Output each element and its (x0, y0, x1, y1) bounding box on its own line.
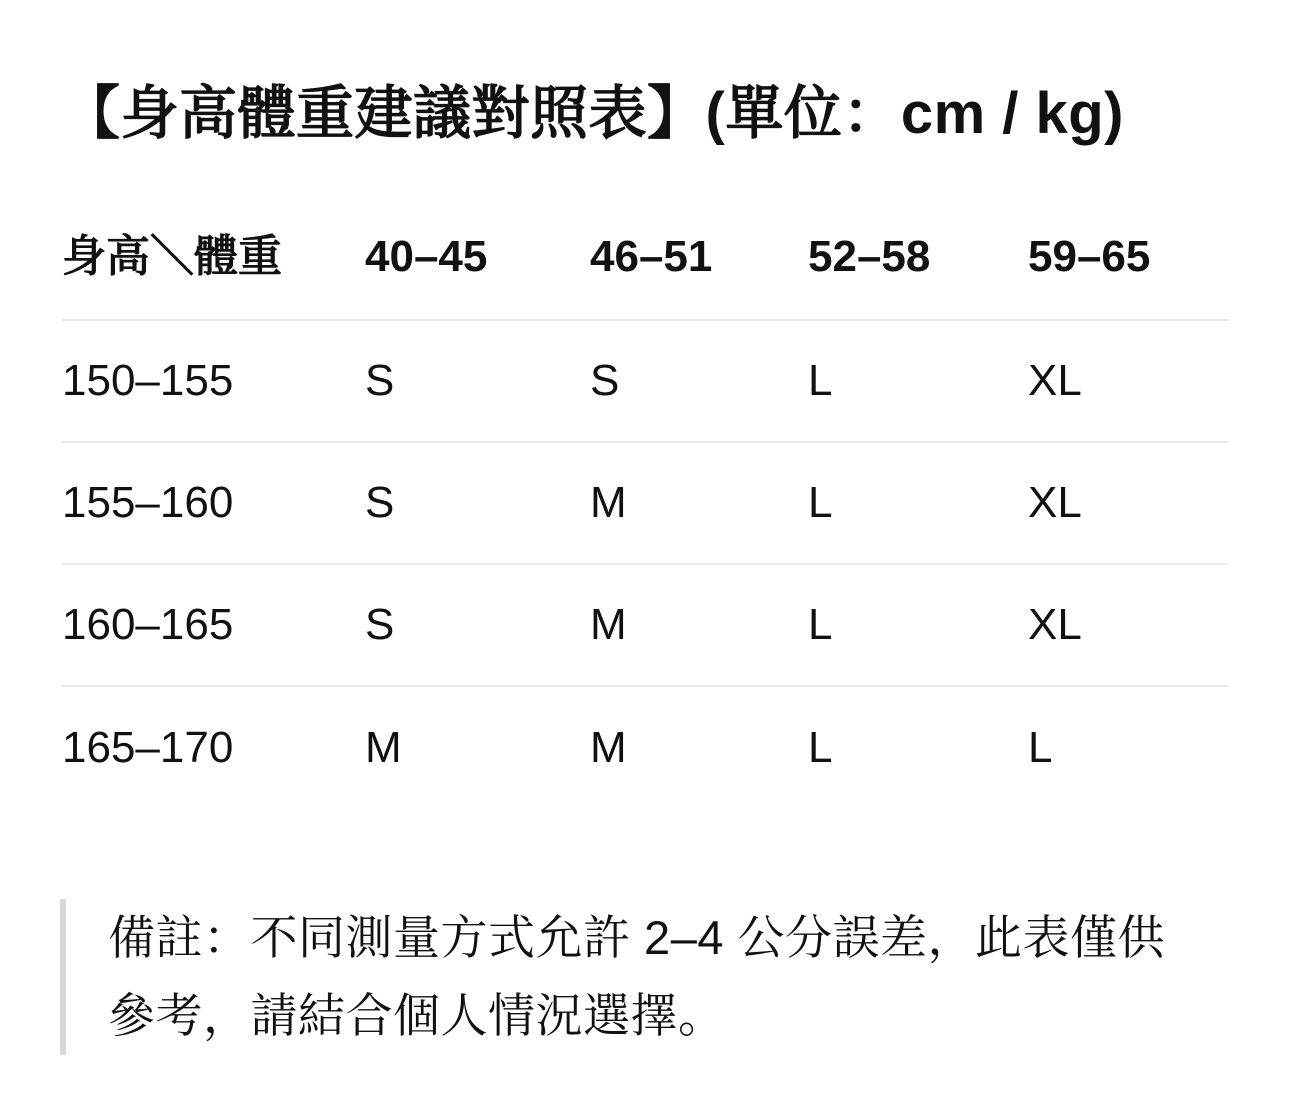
note-block (60, 899, 1228, 1055)
height-range-cell: 165–170 (62, 722, 234, 772)
height-range-cell: 150–155 (62, 355, 234, 405)
size-cell: M (365, 722, 402, 772)
size-cell: L (1028, 722, 1053, 772)
corner-header-height-weight: 身高＼體重 (62, 232, 282, 282)
size-cell: L (808, 477, 833, 527)
size-cell: M (590, 722, 627, 772)
weight-column-header-4: 59–65 (1028, 232, 1151, 282)
weight-column-header-1: 40–45 (365, 232, 488, 282)
weight-column-header-3: 52–58 (808, 232, 931, 282)
height-range-cell: 160–165 (62, 599, 234, 649)
table-row (62, 565, 1228, 687)
size-cell: S (365, 355, 395, 405)
size-cell: M (590, 477, 627, 527)
size-cell: L (808, 355, 833, 405)
height-range-cell: 155–160 (62, 477, 234, 527)
note-text: 備註：不同測量方式允許 2–4 公分誤差，此表僅供參考，請結合個人情況選擇。 (108, 911, 1166, 1042)
page-title: 【身高體重建議對照表】(單位：cm / kg) (62, 81, 1124, 146)
size-cell: S (590, 355, 620, 405)
size-cell: S (365, 477, 395, 527)
table-header-row (62, 196, 1228, 321)
size-cell: L (808, 599, 833, 649)
size-cell: L (808, 722, 833, 772)
weight-column-header-2: 46–51 (590, 232, 713, 282)
size-cell: XL (1028, 477, 1082, 527)
table-row (62, 687, 1228, 809)
size-cell: M (590, 599, 627, 649)
size-cell: XL (1028, 355, 1082, 405)
table-row (62, 321, 1228, 443)
size-cell: XL (1028, 599, 1082, 649)
size-table (62, 196, 1228, 809)
table-row (62, 443, 1228, 565)
size-cell: S (365, 599, 395, 649)
